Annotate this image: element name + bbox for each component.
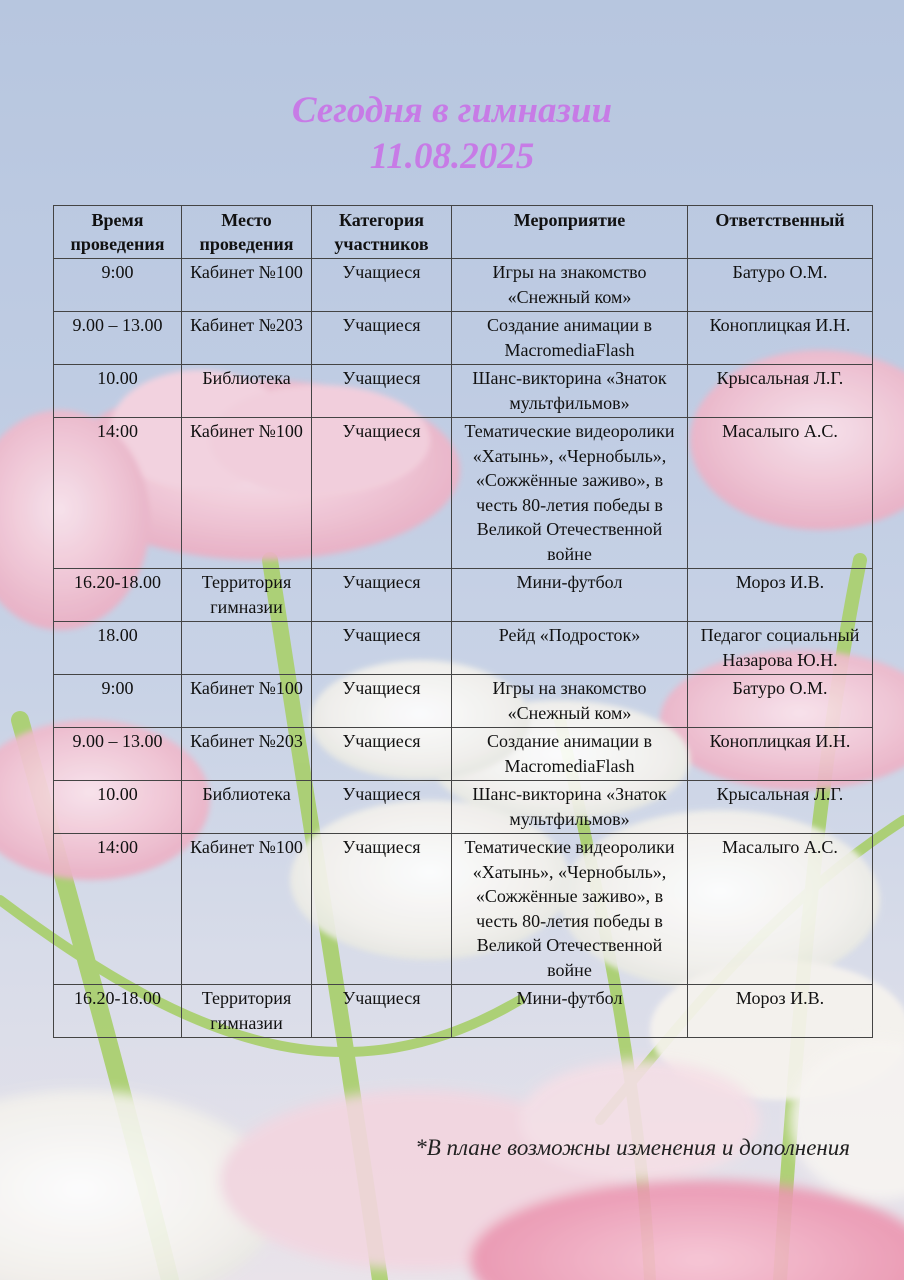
cell-place: Территория гимназии <box>182 569 312 622</box>
cell-place: Кабинет №100 <box>182 834 312 985</box>
column-header-event: Мероприятие <box>452 206 688 259</box>
table-row <box>54 728 873 781</box>
cell-responsible: Мороз И.В. <box>688 985 873 1038</box>
cell-category: Учащиеся <box>312 622 452 675</box>
table-row <box>54 312 873 365</box>
cell-time: 10.00 <box>54 781 182 834</box>
title-text: Сегодня в гимназии <box>291 90 613 131</box>
cell-event: Шанс-викторина «Знаток мультфильмов» <box>452 365 688 418</box>
cell-responsible: Мороз И.В. <box>688 569 873 622</box>
cell-event: Создание анимации в MacromediaFlash <box>452 728 688 781</box>
cell-category: Учащиеся <box>312 418 452 569</box>
column-header-place: Место проведения <box>182 206 312 259</box>
cell-responsible: Крысальная Л.Г. <box>688 781 873 834</box>
cell-event: Тематические видеоролики «Хатынь», «Чернобыль», «Сожжённые заживо», в честь 80-летия победы в Великой Отечественной войне <box>452 834 688 985</box>
cell-place: Библиотека <box>182 781 312 834</box>
column-header-responsible: Ответственный <box>688 206 873 259</box>
cell-responsible: Масалыго А.С. <box>688 418 873 569</box>
cell-place <box>182 622 312 675</box>
cell-responsible: Батуро О.М. <box>688 675 873 728</box>
cell-place: Кабинет №100 <box>182 675 312 728</box>
cell-event: Шанс-викторина «Знаток мультфильмов» <box>452 781 688 834</box>
cell-place: Кабинет №100 <box>182 259 312 312</box>
schedule-table <box>53 205 873 1038</box>
cell-responsible: Батуро О.М. <box>688 259 873 312</box>
table-row <box>54 365 873 418</box>
cell-place: Кабинет №203 <box>182 312 312 365</box>
cell-event: Игры на знакомство «Снежный ком» <box>452 675 688 728</box>
cell-responsible: Крысальная Л.Г. <box>688 365 873 418</box>
cell-category: Учащиеся <box>312 834 452 985</box>
cell-responsible: Коноплицкая И.Н. <box>688 312 873 365</box>
cell-place: Библиотека <box>182 365 312 418</box>
cell-time: 16.20-18.00 <box>54 569 182 622</box>
cell-time: 9:00 <box>54 675 182 728</box>
cell-category: Учащиеся <box>312 728 452 781</box>
cell-place: Территория гимназии <box>182 985 312 1038</box>
cell-event: Тематические видеоролики «Хатынь», «Чернобыль», «Сожжённые заживо», в честь 80-летия победы в Великой Отечественной войне <box>452 418 688 569</box>
cell-category: Учащиеся <box>312 259 452 312</box>
page-title <box>0 88 904 180</box>
cell-category: Учащиеся <box>312 312 452 365</box>
table-row <box>54 985 873 1038</box>
cell-event: Рейд «Подросток» <box>452 622 688 675</box>
cell-event: Мини-футбол <box>452 985 688 1038</box>
cell-responsible: Масалыго А.С. <box>688 834 873 985</box>
cell-time: 14:00 <box>54 418 182 569</box>
table-row <box>54 418 873 569</box>
cell-place: Кабинет №100 <box>182 418 312 569</box>
cell-event: Игры на знакомство «Снежный ком» <box>452 259 688 312</box>
cell-time: 9:00 <box>54 259 182 312</box>
cell-place: Кабинет №203 <box>182 728 312 781</box>
table-row <box>54 675 873 728</box>
cell-category: Учащиеся <box>312 781 452 834</box>
cell-event: Создание анимации в MacromediaFlash <box>452 312 688 365</box>
table-row <box>54 259 873 312</box>
title-date: 11.08.2025 <box>369 136 535 177</box>
table-row <box>54 569 873 622</box>
cell-time: 14:00 <box>54 834 182 985</box>
table-row <box>54 622 873 675</box>
cell-time: 9.00 – 13.00 <box>54 728 182 781</box>
cell-time: 10.00 <box>54 365 182 418</box>
cell-responsible: Коноплицкая И.Н. <box>688 728 873 781</box>
cell-time: 18.00 <box>54 622 182 675</box>
cell-responsible: Педагог социальный Назарова Ю.Н. <box>688 622 873 675</box>
table-row <box>54 834 873 985</box>
cell-category: Учащиеся <box>312 985 452 1038</box>
table-header-row <box>54 206 873 259</box>
cell-event: Мини-футбол <box>452 569 688 622</box>
cell-category: Учащиеся <box>312 365 452 418</box>
footnote: *В плане возможны изменения и дополнения <box>415 1135 850 1160</box>
cell-time: 9.00 – 13.00 <box>54 312 182 365</box>
table-row <box>54 781 873 834</box>
cell-time: 16.20-18.00 <box>54 985 182 1038</box>
column-header-time: Время проведения <box>54 206 182 259</box>
cell-category: Учащиеся <box>312 569 452 622</box>
cell-category: Учащиеся <box>312 675 452 728</box>
column-header-category: Категория участников <box>312 206 452 259</box>
